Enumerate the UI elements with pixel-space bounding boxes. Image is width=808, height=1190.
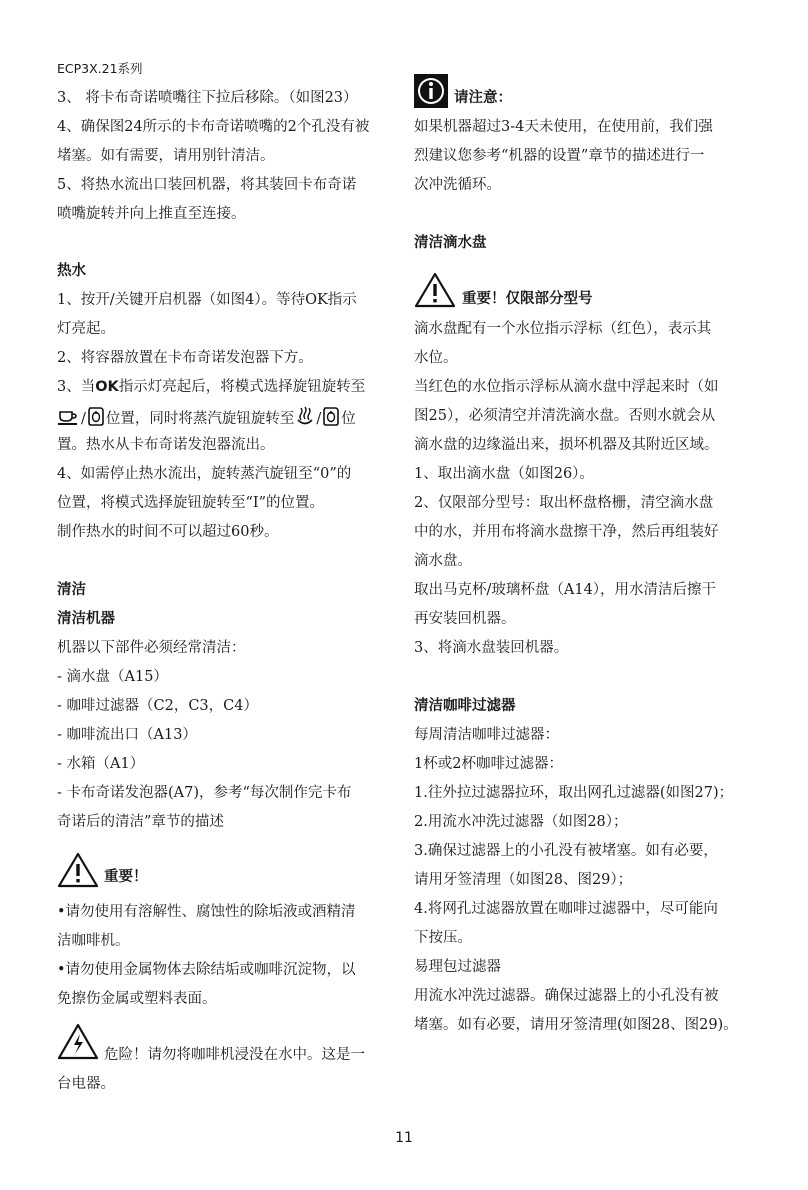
drip-line: 图25），必须清空并清洗滴水盘。否则水就会从 [414, 408, 716, 424]
document-header: ECP3X.21系列 [57, 61, 143, 76]
clean-machine-heading: 清洁机器 [57, 611, 115, 627]
filter-line: 每周清洁咖啡过滤器： [414, 727, 559, 743]
hw3-line2-end: 位 [341, 411, 356, 427]
steam-icon [294, 405, 316, 427]
slash-text: / [316, 411, 322, 427]
hot-water-line: 1、按开/关键开启机器（如图4）。等待OK指示 [57, 292, 357, 308]
hot-water-line: 制作热水的时间不可以超过60秒。 [57, 524, 279, 540]
filter-line: 下按压。 [414, 930, 472, 946]
note-line: 烈建议您参考“机器的设置”章节的描述进行一 [414, 148, 705, 164]
clean-list-line: 奇诺后的清洁”章节的描述 [57, 814, 224, 830]
step-line: 3、 将卡布奇诺喷嘴往下拉后移除。（如图23） [57, 90, 358, 106]
drip-line: 取出马克杯/玻璃杯盘（A14），用水清洁后擦干 [414, 582, 717, 598]
page-number: 11 [395, 1130, 413, 1146]
drip-line: 3、将滴水盘装回机器。 [414, 640, 569, 656]
filter-line: 1杯或2杯咖啡过滤器： [414, 756, 563, 772]
filter-line: 3.确保过滤器上的小孔没有被堵塞。如有必要， [414, 843, 718, 859]
ok-label: OK [95, 379, 119, 395]
danger-text: 危险！请勿将咖啡机浸没在水中。这是一 [104, 1047, 365, 1063]
drip-line: 滴水盘配有一个水位指示浮标（红色），表示其 [414, 321, 712, 337]
important-line: 免擦伤金属或塑料表面。 [57, 991, 217, 1007]
drip-line: 2、仅限部分型号：取出杯盘格栅，清空滴水盘 [414, 495, 714, 511]
hot-water-line: 置。热水从卡布奇诺发泡器流出。 [57, 437, 275, 453]
important-line: •请勿使用有溶解性、腐蚀性的除垢液或酒精清 [57, 904, 356, 920]
drip-line: 1、取出滴水盘（如图26）。 [414, 466, 594, 482]
filter-line: 易理包过滤器 [414, 959, 501, 975]
drip-line: 再安装回机器。 [414, 611, 516, 627]
step-line: 5、将热水流出口装回机器，将其装回卡布奇诺 [57, 177, 357, 193]
step-line: 喷嘴旋转并向上推直至连接。 [57, 206, 246, 222]
step-line: 堵塞。如有需要，请用别针清洁。 [57, 148, 275, 164]
step-line: 4、确保图24所示的卡布奇诺喷嘴的2个孔没有被 [57, 119, 370, 135]
clean-list-line: - 滴水盘（A15） [57, 669, 168, 685]
note-label: 请注意： [454, 90, 512, 106]
hw3-rest: 指示灯亮起后，将模式选择旋钮旋转至 [118, 379, 366, 395]
cup-icon [57, 405, 81, 427]
important-line: •请勿使用金属物体去除结垢或咖啡沉淀物，以 [57, 962, 356, 978]
hot-water-line: 灯亮起。 [57, 321, 115, 337]
info-icon [414, 74, 448, 108]
clean-list-line: 机器以下部件必须经常清洁： [57, 640, 246, 656]
important-line: 洁咖啡机。 [57, 933, 130, 949]
note-line: 次冲洗循环。 [414, 177, 501, 193]
filter-line: 用流水冲洗过滤器。确保过滤器上的小孔没有被 [414, 988, 719, 1004]
filter-line: 4.将网孔过滤器放置在咖啡过滤器中，尽可能向 [414, 901, 718, 917]
clean-list-line: - 咖啡过滤器（C2，C3，C4） [57, 698, 258, 714]
filter-line: 请用牙签清理（如图28、图29）； [414, 872, 633, 888]
cleaning-heading: 清洁 [57, 582, 86, 598]
filter-line: 1.往外拉过滤器拉环，取出网孔过滤器(如图27)； [414, 785, 734, 801]
filter-heading: 清洁咖啡过滤器 [414, 698, 516, 714]
danger-text-line2: 台电器。 [57, 1076, 115, 1092]
hot-water-line: 2、将容器放置在卡布奇诺发泡器下方。 [57, 350, 313, 366]
hot-water-line: 4、如需停止热水流出，旋转蒸汽旋钮至“0”的 [57, 466, 352, 482]
hot-water-heading: 热水 [57, 263, 86, 279]
warning-icon [414, 272, 456, 308]
filter-line: 2.用流水冲洗过滤器（如图28）； [414, 814, 628, 830]
clean-list-line: - 水箱（A1） [57, 756, 145, 772]
electric-danger-icon [57, 1023, 99, 1061]
drip-line: 中的水，并用布将滴水盘擦干净，然后再组装好 [414, 524, 719, 540]
knob-icon [321, 405, 341, 427]
clean-list-line: - 卡布奇诺发泡器(A7)，参考“每次制作完卡布 [57, 785, 352, 801]
hw3-prefix: 3、当 [57, 379, 96, 395]
warning-icon [57, 852, 99, 888]
hot-water-line: 位置，将模式选择旋钮旋转至“I”的位置。 [57, 495, 325, 511]
drip-tray-heading: 清洁滴水盘 [414, 235, 487, 251]
drip-important-label: 重要！仅限部分型号 [462, 291, 593, 307]
knob-icon [86, 405, 106, 427]
hot-water-step3-line2 [57, 405, 356, 428]
drip-line: 水位。 [414, 350, 458, 366]
drip-line: 当红色的水位指示浮标从滴水盘中浮起来时（如 [414, 379, 719, 395]
note-line: 如果机器超过3-4天未使用，在使用前，我们强 [414, 119, 713, 135]
clean-list-line: - 咖啡流出口（A13） [57, 727, 197, 743]
hot-water-step3-line1 [57, 378, 365, 396]
important-label: 重要！ [104, 869, 148, 885]
slash-text: / [81, 411, 86, 427]
hw3-line2-text: 位置，同时将蒸汽旋钮旋转至 [105, 411, 295, 427]
filter-line: 堵塞。如有必要，请用牙签清理(如图28、图29)。 [414, 1017, 738, 1033]
drip-line: 滴水盘。 [414, 553, 472, 569]
drip-line: 滴水盘的边缘溢出来，损坏机器及其附近区域。 [414, 437, 719, 453]
